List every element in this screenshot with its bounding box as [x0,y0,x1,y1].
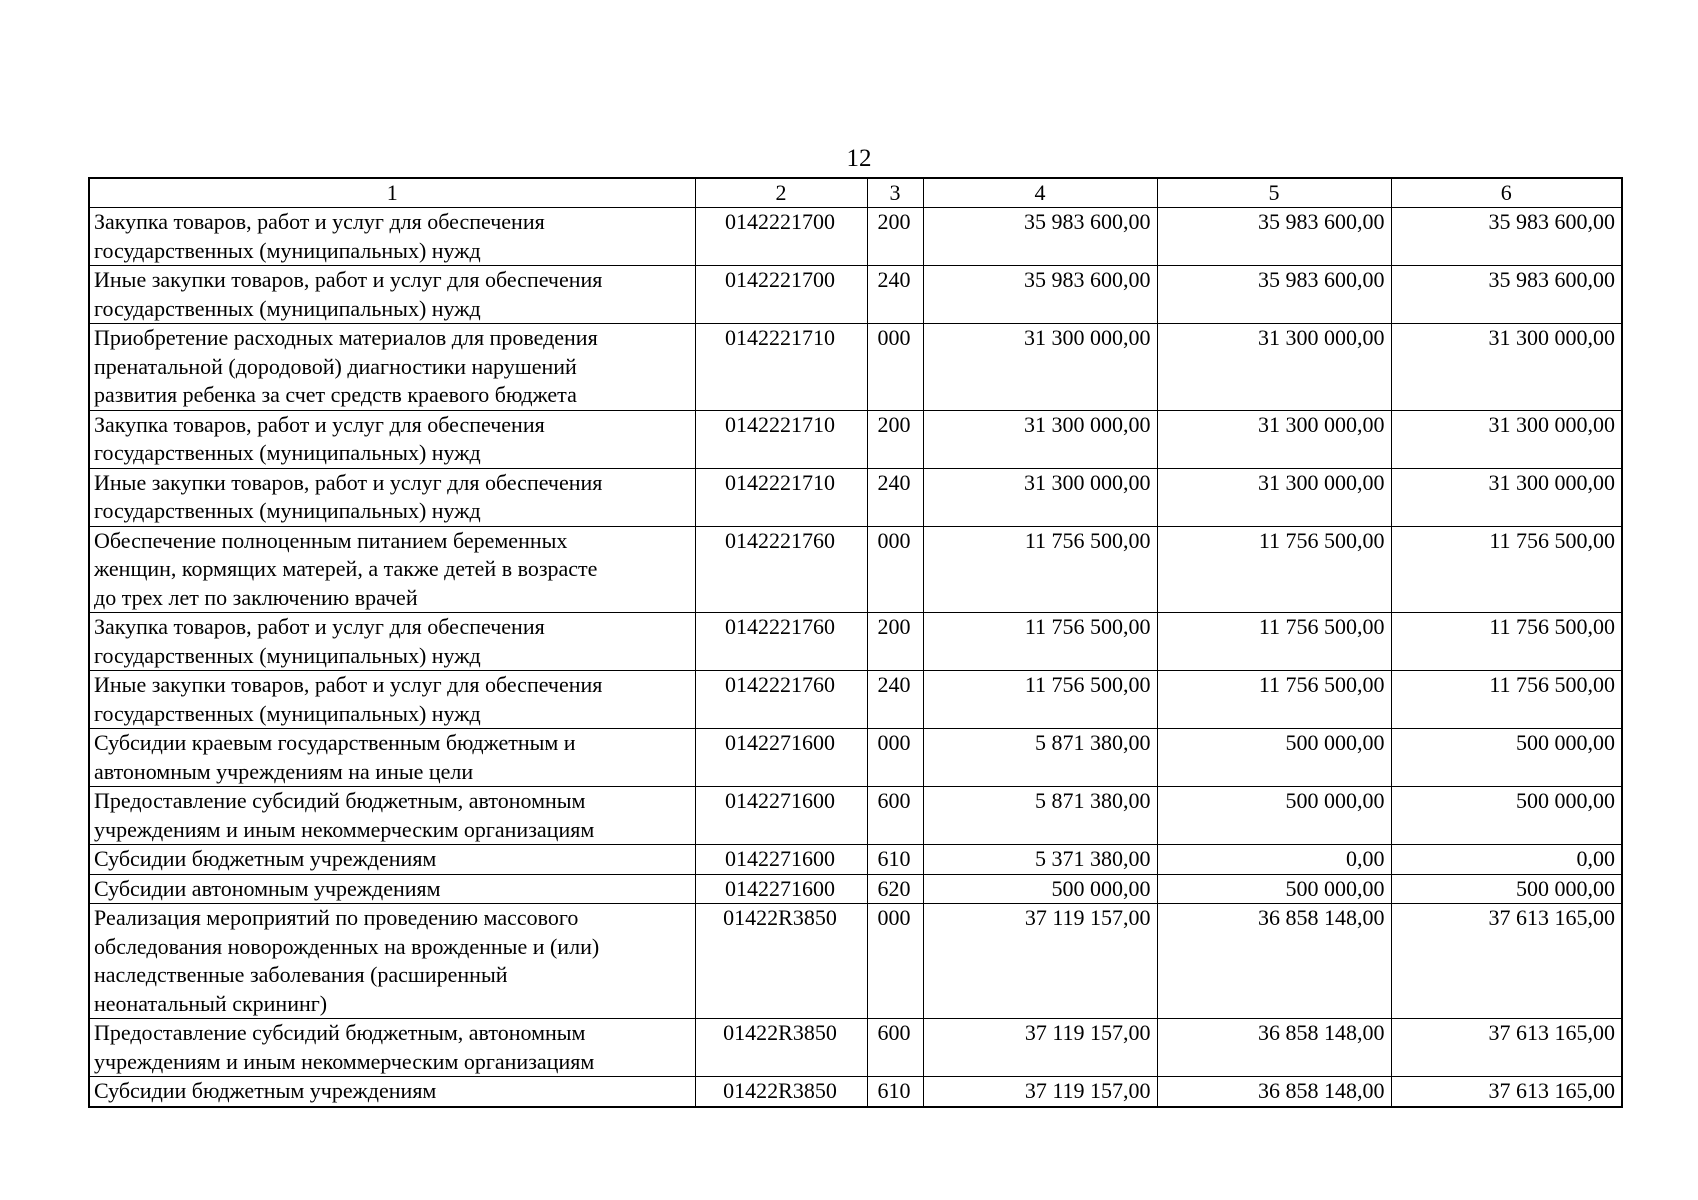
row-amount-col6: 37 613 165,00 [1391,1019,1622,1077]
table-row [89,845,1622,875]
header-col-3: 3 [867,178,923,208]
row-expense-type: 600 [867,787,923,845]
table-row [89,410,1622,468]
row-expense-type: 240 [867,671,923,729]
row-name: Иные закупки товаров, работ и услуг для обеспечения государственных (муниципальных) нужд [89,468,695,526]
row-name: Обеспечение полноценным питанием беременных женщин, кормящих матерей, а также детей в возрасте до трех лет по заключению врачей [89,526,695,613]
page-number: 12 [846,145,872,172]
row-amount-col6: 37 613 165,00 [1391,904,1622,1019]
header-col-4: 4 [923,178,1157,208]
row-amount-col4: 35 983 600,00 [923,208,1157,266]
row-amount-col5: 36 858 148,00 [1157,1077,1391,1107]
header-col-5: 5 [1157,178,1391,208]
row-amount-col5: 500 000,00 [1157,787,1391,845]
table-row [89,266,1622,324]
header-col-6: 6 [1391,178,1622,208]
row-target-code: 0142271600 [695,787,867,845]
row-amount-col5: 35 983 600,00 [1157,266,1391,324]
header-col-2: 2 [695,178,867,208]
row-name: Приобретение расходных материалов для проведения пренатальной (дородовой) диагностики нарушений развития ребенка за счет средств краевого бюджета [89,324,695,411]
row-amount-col5: 0,00 [1157,845,1391,875]
row-amount-col6: 31 300 000,00 [1391,324,1622,411]
row-target-code: 01422R3850 [695,1077,867,1107]
table-row [89,904,1622,1019]
row-amount-col6: 11 756 500,00 [1391,526,1622,613]
table-row [89,1077,1622,1107]
row-name: Субсидии автономным учреждениям [89,874,695,904]
row-target-code: 0142271600 [695,874,867,904]
row-amount-col4: 31 300 000,00 [923,410,1157,468]
table-row [89,208,1622,266]
row-amount-col4: 11 756 500,00 [923,671,1157,729]
row-amount-col5: 36 858 148,00 [1157,904,1391,1019]
row-expense-type: 000 [867,526,923,613]
row-target-code: 0142221710 [695,324,867,411]
row-name: Иные закупки товаров, работ и услуг для обеспечения государственных (муниципальных) нужд [89,671,695,729]
row-amount-col4: 31 300 000,00 [923,324,1157,411]
row-target-code: 01422R3850 [695,1019,867,1077]
row-amount-col4: 11 756 500,00 [923,613,1157,671]
row-name: Закупка товаров, работ и услуг для обеспечения государственных (муниципальных) нужд [89,410,695,468]
table-row [89,1019,1622,1077]
row-name: Предоставление субсидий бюджетным, автономным учреждениям и иным некоммерческим организациям [89,1019,695,1077]
row-amount-col4: 500 000,00 [923,874,1157,904]
row-amount-col4: 5 371 380,00 [923,845,1157,875]
row-target-code: 0142221760 [695,671,867,729]
table-row [89,613,1622,671]
row-amount-col5: 31 300 000,00 [1157,410,1391,468]
row-amount-col4: 37 119 157,00 [923,904,1157,1019]
row-amount-col6: 11 756 500,00 [1391,613,1622,671]
row-target-code: 0142271600 [695,845,867,875]
table-row [89,787,1622,845]
header-col-1: 1 [89,178,695,208]
row-amount-col4: 5 871 380,00 [923,787,1157,845]
row-name: Субсидии бюджетным учреждениям [89,845,695,875]
table-row [89,324,1622,411]
row-expense-type: 000 [867,904,923,1019]
table-row [89,468,1622,526]
row-name: Закупка товаров, работ и услуг для обеспечения государственных (муниципальных) нужд [89,208,695,266]
row-expense-type: 000 [867,324,923,411]
row-amount-col6: 31 300 000,00 [1391,410,1622,468]
table-row [89,671,1622,729]
row-name: Реализация мероприятий по проведению массового обследования новорожденных на врожденные и (или) наследственные заболевания (расширенный неонатальный скрининг) [89,904,695,1019]
row-amount-col6: 37 613 165,00 [1391,1077,1622,1107]
row-amount-col4: 31 300 000,00 [923,468,1157,526]
row-expense-type: 600 [867,1019,923,1077]
header-row [89,178,1622,208]
row-expense-type: 240 [867,266,923,324]
row-amount-col5: 31 300 000,00 [1157,324,1391,411]
row-target-code: 0142221700 [695,208,867,266]
row-expense-type: 620 [867,874,923,904]
row-expense-type: 000 [867,729,923,787]
row-expense-type: 240 [867,468,923,526]
row-amount-col5: 11 756 500,00 [1157,526,1391,613]
row-amount-col6: 0,00 [1391,845,1622,875]
row-amount-col5: 35 983 600,00 [1157,208,1391,266]
row-expense-type: 610 [867,1077,923,1107]
row-expense-type: 200 [867,613,923,671]
row-expense-type: 200 [867,410,923,468]
table-row [89,729,1622,787]
row-target-code: 0142221700 [695,266,867,324]
table-row [89,874,1622,904]
row-amount-col6: 35 983 600,00 [1391,266,1622,324]
row-amount-col4: 35 983 600,00 [923,266,1157,324]
row-amount-col6: 11 756 500,00 [1391,671,1622,729]
row-amount-col6: 500 000,00 [1391,874,1622,904]
budget-table [88,177,1623,1108]
row-amount-col5: 11 756 500,00 [1157,671,1391,729]
row-amount-col5: 500 000,00 [1157,729,1391,787]
row-expense-type: 200 [867,208,923,266]
row-amount-col4: 5 871 380,00 [923,729,1157,787]
row-amount-col4: 11 756 500,00 [923,526,1157,613]
row-amount-col4: 37 119 157,00 [923,1077,1157,1107]
row-amount-col6: 500 000,00 [1391,729,1622,787]
row-name: Закупка товаров, работ и услуг для обеспечения государственных (муниципальных) нужд [89,613,695,671]
row-target-code: 0142221710 [695,410,867,468]
row-target-code: 0142221760 [695,526,867,613]
table-row [89,526,1622,613]
row-name: Субсидии бюджетным учреждениям [89,1077,695,1107]
row-amount-col6: 35 983 600,00 [1391,208,1622,266]
row-target-code: 0142271600 [695,729,867,787]
row-name: Иные закупки товаров, работ и услуг для обеспечения государственных (муниципальных) нужд [89,266,695,324]
row-amount-col5: 36 858 148,00 [1157,1019,1391,1077]
row-amount-col5: 11 756 500,00 [1157,613,1391,671]
row-name: Предоставление субсидий бюджетным, автономным учреждениям и иным некоммерческим организациям [89,787,695,845]
row-target-code: 0142221710 [695,468,867,526]
row-amount-col6: 31 300 000,00 [1391,468,1622,526]
row-amount-col5: 500 000,00 [1157,874,1391,904]
row-amount-col5: 31 300 000,00 [1157,468,1391,526]
row-amount-col6: 500 000,00 [1391,787,1622,845]
row-target-code: 0142221760 [695,613,867,671]
row-target-code: 01422R3850 [695,904,867,1019]
row-expense-type: 610 [867,845,923,875]
row-amount-col4: 37 119 157,00 [923,1019,1157,1077]
row-name: Субсидии краевым государственным бюджетным и автономным учреждениям на иные цели [89,729,695,787]
